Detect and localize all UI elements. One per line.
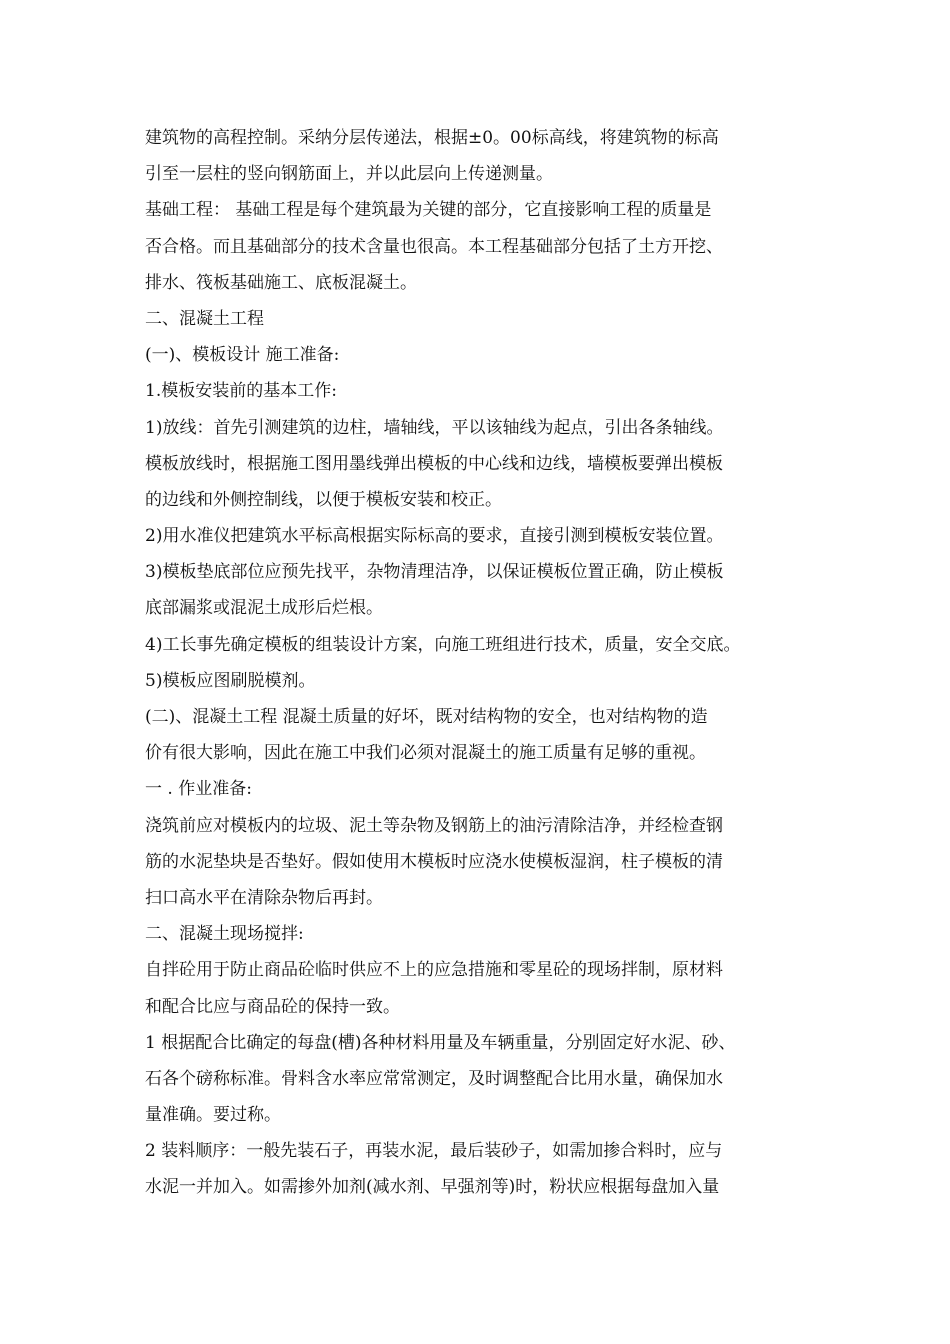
text-line-16: 5)模板应图刷脱模剂。 xyxy=(145,670,316,691)
text-line-22: 扫口高水平在清除杂物后再封。 xyxy=(145,887,383,908)
text-line-1: 建筑物的高程控制。采纳分层传递法，根据±0。00标高线，将建筑物的标高 xyxy=(145,128,719,148)
text-line-27: 石各个磅称标准。骨料含水率应常常测定，及时调整配合比用水量，确保加水 xyxy=(145,1068,723,1089)
text-line-28: 量准确。要过称。 xyxy=(145,1105,281,1126)
text-line-30: 水泥一并加入。如需掺外加剂(减水剂、早强剂等)时，粉状应根据每盘加入量 xyxy=(145,1177,720,1198)
text-line-9: 1)放线：首先引测建筑的边柱，墙轴线，平以该轴线为起点，引出各条轴线。 xyxy=(145,417,724,438)
text-line-5: 排水、筏板基础施工、底板混凝土。 xyxy=(145,272,417,293)
subsection-heading-concrete: (二)、混凝土工程 混凝土质量的好坏，既对结构物的安全，也对结构物的造 xyxy=(145,707,708,727)
subsection-heading-formwork: (一)、模板设计 施工准备: xyxy=(145,345,340,366)
item-heading-site-mixing: 二、混凝土现场搅拌: xyxy=(145,924,304,945)
text-line-21: 筋的水泥垫块是否垫好。假如使用木模板时应浇水使模板湿润，柱子模板的清 xyxy=(145,851,723,872)
item-heading-basic-work: 1.模板安装前的基本工作: xyxy=(145,381,337,402)
text-line-10: 模板放线时，根据施工图用墨线弹出模板的中心线和边线，墙模板要弹出模板 xyxy=(145,453,723,474)
text-line-25: 和配合比应与商品砼的保持一致。 xyxy=(145,996,400,1017)
text-line-13: 3)模板垫底部位应预先找平，杂物清理洁净，以保证模板位置正确，防止模板 xyxy=(145,562,724,583)
document-body xyxy=(145,120,825,1206)
text-line-26: 1 根据配合比确定的每盘(槽)各种材料用量及车辆重量，分别固定好水泥、砂、 xyxy=(145,1032,736,1053)
text-line-18: 价有很大影响，因此在施工中我们必须对混凝土的施工质量有足够的重视。 xyxy=(145,743,706,764)
item-heading-preparation: 一 . 作业准备: xyxy=(145,779,252,800)
text-line-4: 否合格。而且基础部分的技术含量也很高。本工程基础部分包括了土方开挖、 xyxy=(145,236,723,257)
text-line-2: 引至一层柱的竖向钢筋面上，并以此层向上传递测量。 xyxy=(145,164,553,185)
text-line-29: 2 装料顺序：一般先装石子，再装水泥，最后装砂子，如需加掺合料时，应与 xyxy=(145,1141,723,1162)
text-line-3: 基础工程： 基础工程是每个建筑最为关键的部分，它直接影响工程的质量是 xyxy=(145,200,712,221)
text-line-14: 底部漏浆或混泥土成形后烂根。 xyxy=(145,598,383,619)
text-line-11: 的边线和外侧控制线，以便于模板安装和校正。 xyxy=(145,489,502,510)
text-line-20: 浇筑前应对模板内的垃圾、泥土等杂物及钢筋上的油污清除洁净，并经检查钢 xyxy=(145,815,723,836)
text-line-12: 2)用水准仪把建筑水平标高根据实际标高的要求，直接引测到模板安装位置。 xyxy=(145,526,724,547)
text-line-24: 自拌砼用于防止商品砼临时供应不上的应急措施和零星砼的现场拌制，原材料 xyxy=(145,960,723,981)
section-heading-concrete: 二、混凝土工程 xyxy=(145,308,264,329)
text-line-15: 4)工长事先确定模板的组装设计方案，向施工班组进行技术，质量，安全交底。 xyxy=(145,634,741,655)
